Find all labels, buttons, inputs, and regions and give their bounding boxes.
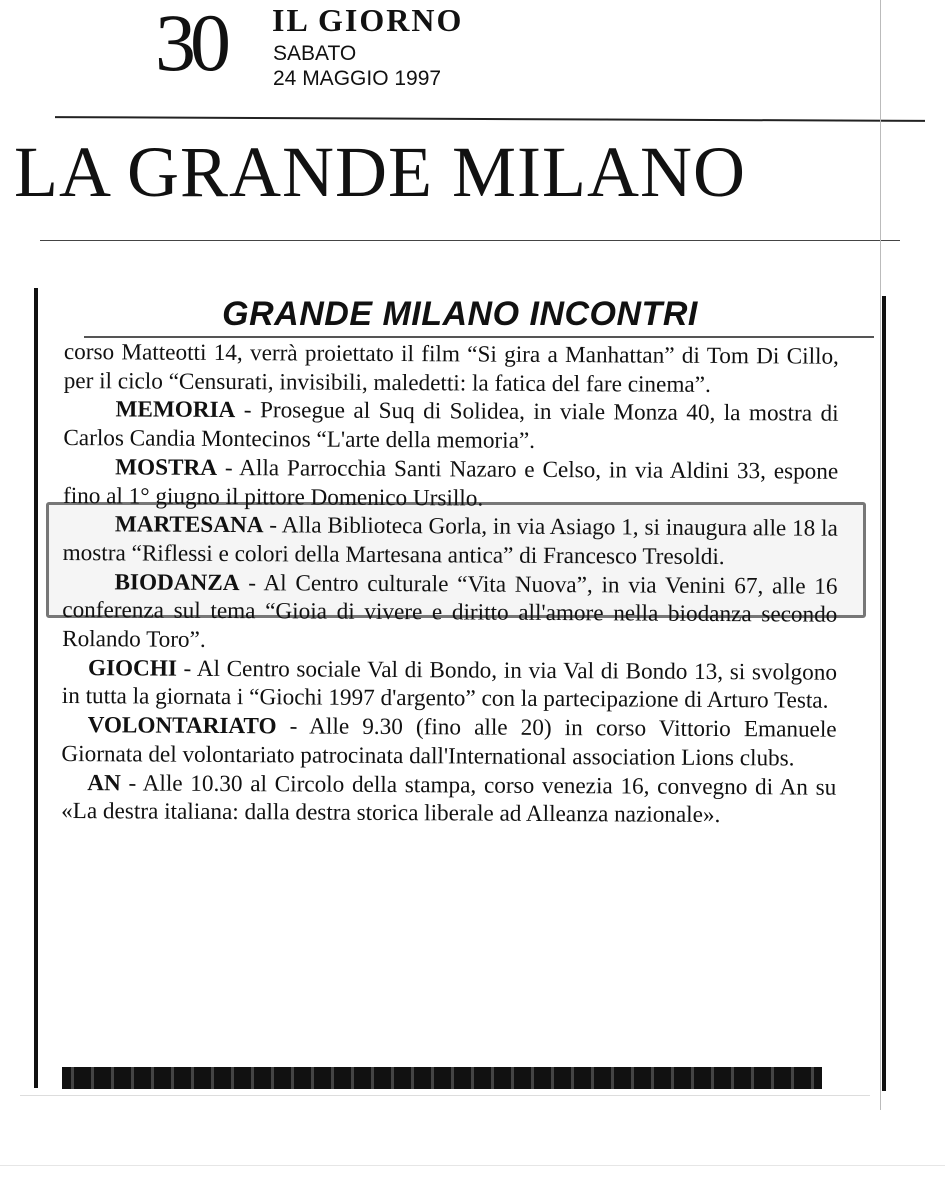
scan-bottom-edge (0, 1165, 945, 1166)
article-item (61, 769, 836, 831)
page-number: 30 (155, 0, 225, 88)
item-text: - Alla Biblioteca Gorla, in via Asiago 1, si inaugura alle 18 la mostra “Riflessi e colori della Martesana antica” di Francesco Tresoldi. (62, 512, 838, 570)
item-keyword: AN (87, 769, 121, 796)
article-item (64, 338, 839, 400)
clipping-bottom-edge (20, 1095, 870, 1096)
item-keyword: VOLONTARIATO (87, 712, 277, 740)
item-text: corso Matteotti 14, verrà proiettato il film “Si gira a Manhattan” di Tom Di Cillo, per il ciclo “Censurati, invisibili, maledetti: la fatica del fare cinema”. (63, 338, 839, 398)
item-keyword: BIODANZA (114, 568, 240, 596)
top-rule (55, 116, 925, 122)
item-text: - Prosegue al Suq di Solidea, in viale Monza 40, la mostra di Carlos Candia Montecinos “L'arte della memoria”. (63, 397, 839, 454)
article-item (62, 568, 838, 659)
item-text: - Alla Parrocchia Santi Nazaro e Celso, in via Aldini 33, espone fino al 1° giugno il pittore Domenico Ursillo. (62, 454, 839, 512)
item-keyword: MEMORIA (115, 396, 236, 424)
item-keyword: MOSTRA (115, 454, 218, 481)
item-keyword: GIOCHI (87, 654, 177, 682)
article-item (63, 395, 838, 457)
article-item (63, 510, 838, 572)
section-title: LA GRANDE MILANO (14, 132, 746, 212)
article-body (61, 338, 839, 831)
article-item (63, 453, 838, 515)
item-text: - Alle 9.30 (fino alle 20) in corso Vittorio Emanuele Giornata del volontariato patrocinata dall'International association Lions clubs. (61, 713, 837, 772)
section-rule (40, 240, 900, 241)
item-text: - Al Centro culturale “Vita Nuova”, in via Venini 67, alle 16 conferenza sul tema “Gioia di vivere e diritto all'amore nella biodanza secondo Rolando Toro”. (62, 569, 838, 653)
item-text: - Al Centro sociale Val di Bondo, in via Val di Bondo 13, si svolgono in tutta la giornata i “Giochi 1997 d'argento” con la partecipazione di Arturo Testa. (61, 655, 838, 715)
article-item (61, 711, 836, 773)
dateline (273, 41, 441, 91)
newspaper-masthead: IL GIORNO (272, 2, 464, 38)
column-title: GRANDE MILANO INCONTRI (222, 295, 698, 333)
column-bottom-rule (62, 1067, 822, 1089)
item-text: - Alle 10.30 al Circolo della stampa, corso venezia 16, convegno di An su «La destra italiana: dalla destra storica liberale ad Alleanza nazionale». (61, 769, 837, 829)
dateline-date: 24 MAGGIO 1997 (273, 67, 442, 90)
column-border-right (882, 296, 886, 1091)
dateline-day: SABATO (273, 42, 357, 65)
column-border-left (34, 288, 38, 1088)
column-title-rule (84, 336, 874, 338)
clipping-edge (880, 0, 881, 1110)
article-item (62, 654, 837, 716)
item-keyword: MARTESANA (114, 511, 264, 539)
